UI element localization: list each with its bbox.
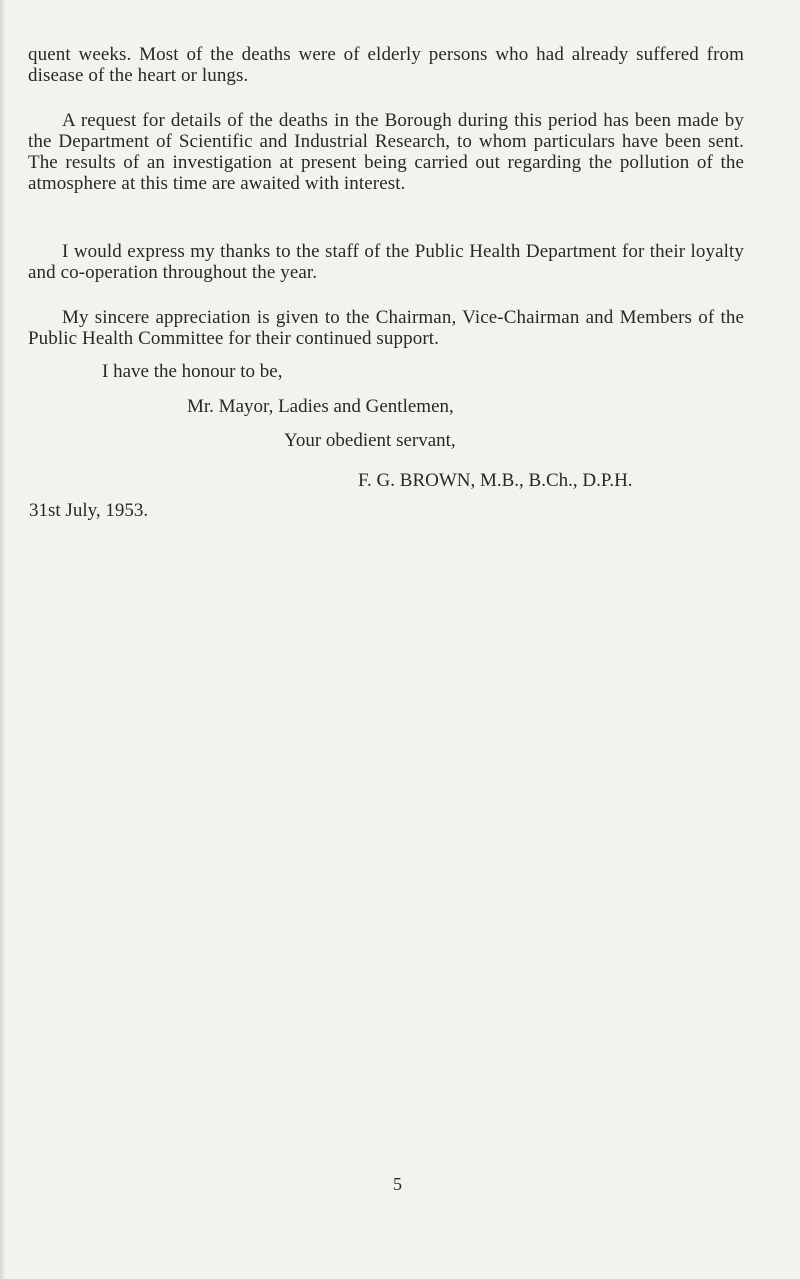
signature: F. G. BROWN, M.B., B.Ch., D.P.H. — [358, 470, 633, 491]
closing-honour: I have the honour to be, — [102, 361, 283, 382]
page-number: 5 — [393, 1174, 402, 1194]
paragraph-deaths-continued: quent weeks. Most of the deaths were of elderly persons who had already suffered from disease of the heart or lungs. — [28, 44, 744, 86]
page-edge-shadow — [0, 0, 6, 1279]
letter-date: 31st July, 1953. — [29, 500, 149, 521]
paragraph-request-details: A request for details of the deaths in the Borough during this period has been made by the Department of Scientific and Industrial Research, to whom particulars have been sent. The results of an investigation at present being carried out regarding the pollution of the atmosphere at this time are awaited with interest. — [28, 110, 744, 194]
paragraph-thanks-staff: I would express my thanks to the staff of the Public Health Department for their loyalty and co-operation throughout the year. — [28, 241, 744, 283]
closing-servant: Your obedient servant, — [284, 430, 456, 451]
paragraph-appreciation-committee: My sincere appreciation is given to the Chairman, Vice-Chairman and Members of the Public Health Committee for their continued support. — [28, 307, 744, 349]
closing-salutation: Mr. Mayor, Ladies and Gentlemen, — [187, 396, 454, 417]
